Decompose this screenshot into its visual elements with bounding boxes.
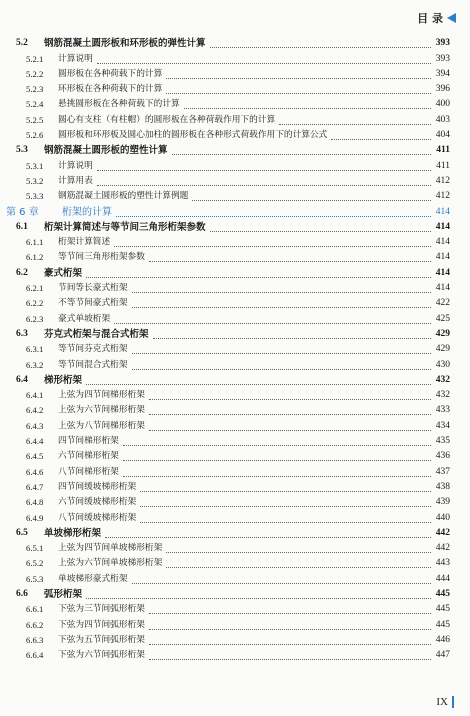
dot-leader xyxy=(105,536,431,538)
toc-entry-title: 单坡梯形桁架 xyxy=(44,527,102,539)
toc-entry-title: 桁架计算简述与等节间三角形桁架参数 xyxy=(44,221,206,233)
toc-section-entry[interactable] xyxy=(0,36,470,51)
toc-subsection-entry[interactable] xyxy=(0,602,470,617)
dot-leader xyxy=(153,337,431,339)
toc-entry-title: 等节间芬克式桁架 xyxy=(58,344,128,355)
toc-entry-number: 6.3 xyxy=(16,328,28,339)
toc-entry-number: 6.4 xyxy=(16,374,28,385)
dot-leader xyxy=(172,153,431,155)
toc-subsection-entry[interactable] xyxy=(0,67,470,82)
toc-entry-title: 四节间梯形桁架 xyxy=(58,436,119,447)
dot-leader xyxy=(210,46,431,48)
toc-entry-number: 6.2.3 xyxy=(26,313,44,324)
footer-bar-icon xyxy=(452,696,454,708)
toc-entry-number: 6.2.1 xyxy=(26,283,44,294)
toc-entry-page: 446 xyxy=(435,634,450,645)
dot-leader xyxy=(166,92,431,94)
dot-leader xyxy=(123,459,431,461)
toc-subsection-entry[interactable] xyxy=(0,342,470,357)
toc-subsection-entry[interactable] xyxy=(0,250,470,265)
toc-entry-title: 钢筋混凝土圆形板的塑性计算例题 xyxy=(58,191,189,202)
dot-leader xyxy=(140,505,431,507)
toc-subsection-entry[interactable] xyxy=(0,495,470,510)
toc-entry-number: 6.1.1 xyxy=(26,237,44,248)
toc-entry-page: 411 xyxy=(436,145,450,156)
toc-entry-title: 八节间缓坡梯形桁架 xyxy=(58,512,137,523)
dot-leader xyxy=(116,215,431,217)
toc-entry-title: 上弦为八节间梯形桁架 xyxy=(58,420,145,431)
toc-entry-number: 6.2.2 xyxy=(26,298,44,309)
toc-entry-title: 六节间缓坡梯形桁架 xyxy=(58,497,137,508)
toc-subsection-entry[interactable] xyxy=(0,189,470,204)
toc-entry-number: 6.5.2 xyxy=(26,558,44,569)
toc-entry-title: 豪式单坡桁架 xyxy=(58,313,111,324)
toc-entry-title: 下弦为三节间弧形桁架 xyxy=(58,604,145,615)
toc-entry-number: 6.4.1 xyxy=(26,390,44,401)
dot-leader xyxy=(149,260,431,262)
toc-entry-page: 447 xyxy=(435,650,450,661)
toc-entry-page: 414 xyxy=(435,237,450,248)
toc-subsection-entry[interactable] xyxy=(0,571,470,586)
toc-entry-page: 439 xyxy=(435,497,450,508)
dot-leader xyxy=(97,184,431,186)
toc-subsection-entry[interactable] xyxy=(0,388,470,403)
toc-entry-number: 6.4.9 xyxy=(26,512,44,523)
toc-subsection-entry[interactable] xyxy=(0,617,470,632)
toc-entry-number: 6.5.3 xyxy=(26,573,44,584)
dot-leader xyxy=(123,444,431,446)
toc-subsection-entry[interactable] xyxy=(0,633,470,648)
toc-entry-number: 5.2.5 xyxy=(26,114,44,125)
toc-entry-number: 6.6 xyxy=(16,588,28,599)
toc-section-entry[interactable] xyxy=(0,220,470,235)
dot-leader xyxy=(140,521,431,523)
toc-entry-title: 等节间三角形桁架参数 xyxy=(58,252,145,263)
toc-entry-page: 414 xyxy=(435,267,450,278)
toc-entry-number: 6.1 xyxy=(16,221,28,232)
dot-leader xyxy=(279,123,431,125)
toc-entry-page: 445 xyxy=(435,619,450,630)
toc-entry-number: 5.2.1 xyxy=(26,53,44,64)
toc-subsection-entry[interactable] xyxy=(0,174,470,189)
dot-leader xyxy=(86,383,431,385)
toc-entry-number: 第 6 章 xyxy=(6,206,39,218)
toc-entry-number: 5.3 xyxy=(16,145,28,156)
dot-leader xyxy=(331,138,431,140)
toc-entry-number: 5.2 xyxy=(16,38,28,49)
toc-entry-page: 438 xyxy=(435,481,450,492)
toc-subsection-entry[interactable] xyxy=(0,296,470,311)
toc-entry-page: 411 xyxy=(436,160,450,171)
toc-entry-number: 6.4.7 xyxy=(26,481,44,492)
toc-entry-title: 弧形桁架 xyxy=(44,588,83,600)
toc-entry-number: 6.6.2 xyxy=(26,619,44,630)
dot-leader xyxy=(140,490,431,492)
toc-entry-page: 445 xyxy=(435,588,450,599)
toc-entry-page: 442 xyxy=(435,543,450,554)
toc-entry-title: 环形板在各种荷载下的计算 xyxy=(58,84,163,95)
dot-leader xyxy=(166,566,431,568)
toc-entry-title: 圆形板在各种荷载下的计算 xyxy=(58,68,163,79)
toc-entry-number: 5.3.1 xyxy=(26,160,44,171)
toc-entry-title: 下弦为五节间弧形桁架 xyxy=(58,634,145,645)
dot-leader xyxy=(166,551,431,553)
toc-entry-number: 6.6.1 xyxy=(26,604,44,615)
toc-entry-title: 豪式桁架 xyxy=(44,267,83,279)
toc-entry-title: 悬挑圆形板在各种荷载下的计算 xyxy=(58,99,180,110)
toc-entry-title: 桁架计算简述 xyxy=(58,237,111,248)
toc-entry-title: 下弦为六节间弧形桁架 xyxy=(58,650,145,661)
toc-entry-page: 429 xyxy=(435,328,450,339)
toc-entry-number: 6.2 xyxy=(16,267,28,278)
toc-entry-page: 430 xyxy=(435,359,450,370)
toc-subsection-entry[interactable] xyxy=(0,235,470,250)
toc-entry-title: 梯形桁架 xyxy=(44,374,83,386)
dot-leader xyxy=(86,276,431,278)
toc-entry-number: 6.3.1 xyxy=(26,344,44,355)
toc-subsection-entry[interactable] xyxy=(0,403,470,418)
dot-leader xyxy=(149,413,431,415)
toc-section-entry[interactable] xyxy=(0,526,470,541)
toc-entry-number: 6.4.4 xyxy=(26,436,44,447)
toc-subsection-entry[interactable] xyxy=(0,128,470,143)
dot-leader xyxy=(97,169,431,171)
toc-entry-page: 434 xyxy=(435,420,450,431)
dot-leader xyxy=(132,582,432,584)
toc-entry-page: 422 xyxy=(435,298,450,309)
toc-section-entry[interactable] xyxy=(0,143,470,158)
toc-entry-page: 432 xyxy=(435,374,450,385)
toc-entry-number: 6.3.2 xyxy=(26,359,44,370)
toc-entry-title: 上弦为六节间单坡梯形桁架 xyxy=(58,558,163,569)
toc-entry-page: 394 xyxy=(435,68,450,79)
dot-leader xyxy=(149,658,431,660)
toc-entry-title: 上弦为六节间梯形桁架 xyxy=(58,405,145,416)
dot-leader xyxy=(192,199,431,201)
dot-leader xyxy=(114,245,431,247)
toc-subsection-entry[interactable] xyxy=(0,556,470,571)
toc-entry-number: 6.5.1 xyxy=(26,543,44,554)
toc-entry-number: 6.4.5 xyxy=(26,451,44,462)
toc-entry-number: 5.2.6 xyxy=(26,130,44,141)
toc-entry-page: 440 xyxy=(435,512,450,523)
toc-section-entry[interactable] xyxy=(0,327,470,342)
dot-leader xyxy=(132,368,432,370)
header-title: 目 录 xyxy=(417,12,443,25)
toc-subsection-entry[interactable] xyxy=(0,82,470,97)
toc-subsection-entry[interactable] xyxy=(0,158,470,173)
toc-entry-title: 上弦为四节间梯形桁架 xyxy=(58,390,145,401)
toc-subsection-entry[interactable] xyxy=(0,97,470,112)
page-number: IX xyxy=(436,696,448,708)
toc-entry-number: 5.2.4 xyxy=(26,99,44,110)
toc-entry-title: 下弦为四节间弧形桁架 xyxy=(58,619,145,630)
toc-entry-page: 396 xyxy=(435,84,450,95)
toc-subsection-entry[interactable] xyxy=(0,357,470,372)
toc-subsection-entry[interactable] xyxy=(0,51,470,66)
toc-entry-title: 不等节间豪式桁架 xyxy=(58,298,128,309)
dot-leader xyxy=(97,62,431,64)
toc-entry-number: 6.5 xyxy=(16,527,28,538)
toc-entry-number: 6.4.3 xyxy=(26,420,44,431)
toc-entry-title: 计算说明 xyxy=(58,160,93,171)
toc-entry-number: 6.4.2 xyxy=(26,405,44,416)
toc-subsection-entry[interactable] xyxy=(0,281,470,296)
toc-subsection-entry[interactable] xyxy=(0,418,470,433)
dot-leader xyxy=(86,597,431,599)
dot-leader xyxy=(132,352,432,354)
toc-entry-title: 节间等长豪式桁架 xyxy=(58,283,128,294)
toc-subsection-entry[interactable] xyxy=(0,311,470,326)
toc-entry-page: 403 xyxy=(435,114,450,125)
toc-entry-page: 412 xyxy=(435,175,450,186)
dot-leader xyxy=(210,230,431,232)
toc-subsection-entry[interactable] xyxy=(0,464,470,479)
toc-entry-page: 404 xyxy=(435,130,450,141)
toc-subsection-entry[interactable] xyxy=(0,510,470,525)
toc-subsection-entry[interactable] xyxy=(0,480,470,495)
toc-subsection-entry[interactable] xyxy=(0,541,470,556)
toc-entry-page: 429 xyxy=(435,344,450,355)
toc-entry-page: 412 xyxy=(435,191,450,202)
toc-section-entry[interactable] xyxy=(0,373,470,388)
toc-entry-page: 433 xyxy=(435,405,450,416)
toc-entry-page: 442 xyxy=(435,527,450,538)
toc-subsection-entry[interactable] xyxy=(0,648,470,663)
dot-leader xyxy=(149,643,431,645)
dot-leader xyxy=(149,398,431,400)
toc-entry-number: 6.1.2 xyxy=(26,252,44,263)
toc-entry-page: 443 xyxy=(435,558,450,569)
toc-entry-page: 393 xyxy=(435,53,450,64)
toc-entry-title: 圆心有支柱（有柱帽）的圆形板在各种荷载作用下的计算 xyxy=(58,114,276,125)
dot-leader xyxy=(184,107,431,109)
toc-entry-title: 计算说明 xyxy=(58,53,93,64)
dot-leader xyxy=(149,628,431,630)
toc-entry-title: 六节间梯形桁架 xyxy=(58,451,119,462)
toc-entry-title: 计算用表 xyxy=(58,175,93,186)
toc-entry-page: 435 xyxy=(435,436,450,447)
toc-entry-page: 414 xyxy=(435,252,450,263)
toc-entry-page: 437 xyxy=(435,466,450,477)
toc-entry-number: 6.4.8 xyxy=(26,497,44,508)
toc-entry-title: 桁架的计算 xyxy=(62,206,112,218)
toc-entry-title: 钢筋混凝土圆形板和环形板的弹性计算 xyxy=(44,38,206,50)
toc-entry-number: 6.6.3 xyxy=(26,634,44,645)
toc-subsection-entry[interactable] xyxy=(0,112,470,127)
table-of-contents xyxy=(0,36,470,663)
toc-subsection-entry[interactable] xyxy=(0,434,470,449)
toc-entry-page: 414 xyxy=(435,283,450,294)
toc-chapter-entry[interactable] xyxy=(0,204,470,219)
toc-entry-title: 等节间混合式桁架 xyxy=(58,359,128,370)
header-arrow-icon xyxy=(447,13,456,23)
toc-entry-title: 圆形板和环形板及圆心加柱的圆形板在各种形式荷载作用下的计算公式 xyxy=(58,130,328,141)
toc-entry-page: 393 xyxy=(435,38,450,49)
dot-leader xyxy=(166,77,431,79)
toc-section-entry[interactable] xyxy=(0,265,470,280)
toc-entry-number: 5.3.3 xyxy=(26,191,44,202)
toc-entry-page: 445 xyxy=(435,604,450,615)
toc-entry-page: 414 xyxy=(435,221,450,232)
toc-subsection-entry[interactable] xyxy=(0,449,470,464)
toc-entry-title: 芬克式桁架与混合式桁架 xyxy=(44,328,149,340)
toc-entry-page: 432 xyxy=(435,390,450,401)
toc-entry-number: 6.6.4 xyxy=(26,650,44,661)
toc-entry-page: 414 xyxy=(435,206,450,217)
dot-leader xyxy=(123,475,431,477)
toc-entry-title: 单坡梯形豪式桁架 xyxy=(58,573,128,584)
running-footer xyxy=(436,696,454,708)
toc-entry-title: 八节间梯形桁架 xyxy=(58,466,119,477)
toc-entry-number: 5.3.2 xyxy=(26,175,44,186)
toc-entry-number: 5.2.3 xyxy=(26,84,44,95)
toc-entry-page: 444 xyxy=(435,573,450,584)
toc-entry-page: 400 xyxy=(435,99,450,110)
toc-entry-title: 四节间缓坡梯形桁架 xyxy=(58,481,137,492)
toc-entry-number: 6.4.6 xyxy=(26,466,44,477)
dot-leader xyxy=(149,612,431,614)
toc-entry-title: 钢筋混凝土圆形板的塑性计算 xyxy=(44,145,168,157)
dot-leader xyxy=(149,429,431,431)
toc-entry-page: 425 xyxy=(435,313,450,324)
toc-section-entry[interactable] xyxy=(0,587,470,602)
toc-entry-title: 上弦为四节间单坡梯形桁架 xyxy=(58,543,163,554)
running-header xyxy=(417,10,456,26)
dot-leader xyxy=(132,291,432,293)
toc-entry-page: 436 xyxy=(435,451,450,462)
dot-leader xyxy=(114,322,431,324)
toc-entry-number: 5.2.2 xyxy=(26,68,44,79)
dot-leader xyxy=(132,306,432,308)
